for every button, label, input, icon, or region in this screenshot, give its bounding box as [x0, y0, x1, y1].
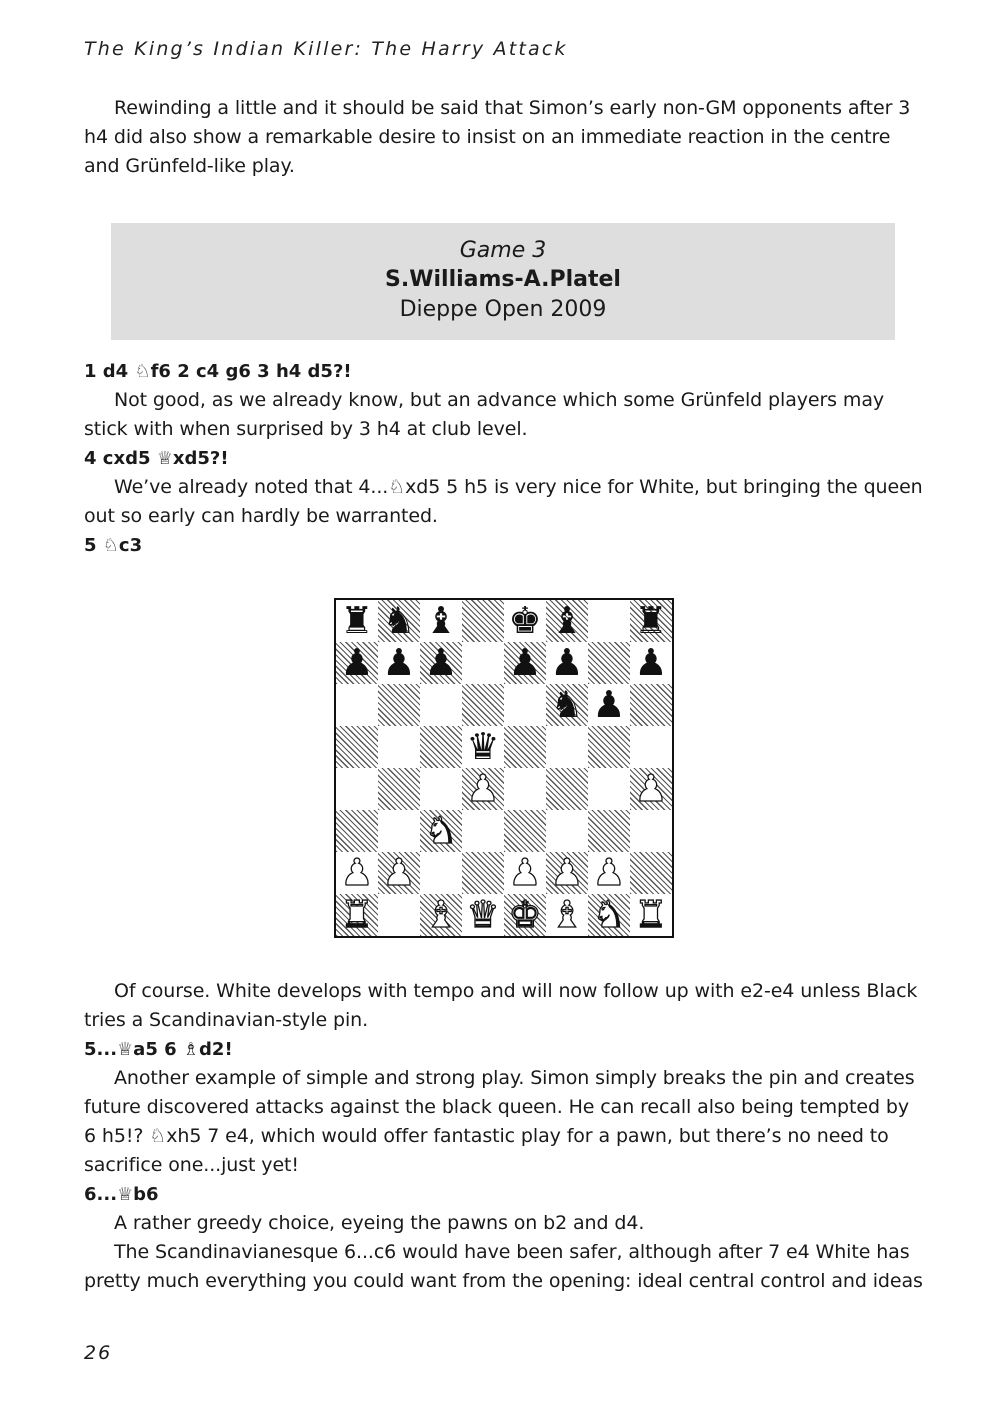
white-pawn-icon: ♟ [466, 767, 500, 810]
white-rook-icon: ♜ [340, 893, 374, 936]
square-a6 [336, 684, 378, 726]
intro-paragraph: Rewinding a little and it should be said that Simon’s early non-GM opponents after 3 h4 did also show a remarkable desire to insist on an immediate reaction in the centre and Grünfeld-like play. [84, 97, 911, 177]
square-d5 [462, 726, 504, 768]
square-g6 [588, 684, 630, 726]
square-c3 [420, 810, 462, 852]
game-header-box [111, 223, 895, 340]
square-f1 [546, 894, 588, 936]
square-f8 [546, 600, 588, 642]
annotation-block-2 [84, 977, 924, 1296]
square-b3 [378, 810, 420, 852]
square-d1 [462, 894, 504, 936]
square-b2 [378, 852, 420, 894]
black-rook-icon: ♜ [634, 599, 668, 642]
square-f6 [546, 684, 588, 726]
square-f5 [546, 726, 588, 768]
black-pawn-icon: ♟ [634, 641, 668, 684]
black-bishop-icon: ♝ [550, 599, 584, 642]
square-f4 [546, 768, 588, 810]
square-h5 [630, 726, 672, 768]
intro-block [84, 94, 924, 181]
square-a1 [336, 894, 378, 936]
square-a5 [336, 726, 378, 768]
white-queen-icon: ♛ [466, 893, 500, 936]
square-g4 [588, 768, 630, 810]
square-g1 [588, 894, 630, 936]
square-c1 [420, 894, 462, 936]
white-pawn-icon: ♟ [382, 851, 416, 894]
white-knight-icon: ♞ [592, 893, 626, 936]
move-line: 5 ♘c3 [84, 535, 143, 556]
black-queen-icon: ♛ [466, 725, 500, 768]
black-knight-icon: ♞ [550, 683, 584, 726]
square-g3 [588, 810, 630, 852]
square-e5 [504, 726, 546, 768]
white-king-icon: ♚ [508, 893, 542, 936]
annotation-paragraph: Not good, as we already know, but an advance which some Grünfeld players may stick with when surprised by 3 h4 at club level. [84, 389, 885, 440]
square-e1 [504, 894, 546, 936]
square-g2 [588, 852, 630, 894]
square-h4 [630, 768, 672, 810]
black-bishop-icon: ♝ [424, 599, 458, 642]
square-e6 [504, 684, 546, 726]
square-a8 [336, 600, 378, 642]
annotation-paragraph: A rather greedy choice, eyeing the pawns on b2 and d4. [114, 1212, 645, 1234]
square-g8 [588, 600, 630, 642]
square-e4 [504, 768, 546, 810]
white-pawn-icon: ♟ [340, 851, 374, 894]
square-f3 [546, 810, 588, 852]
square-c2 [420, 852, 462, 894]
square-a7 [336, 642, 378, 684]
annotation-block-1 [84, 357, 924, 560]
black-pawn-icon: ♟ [592, 683, 626, 726]
annotation-paragraph: The Scandinavianesque 6...c6 would have been safer, although after 7 e4 White has pretty much everything you could want from the opening: ideal central control and ideas [84, 1241, 923, 1292]
square-d3 [462, 810, 504, 852]
black-king-icon: ♚ [508, 599, 542, 642]
square-b8 [378, 600, 420, 642]
square-d2 [462, 852, 504, 894]
black-rook-icon: ♜ [340, 599, 374, 642]
white-knight-icon: ♞ [424, 809, 458, 852]
white-pawn-icon: ♟ [592, 851, 626, 894]
square-a3 [336, 810, 378, 852]
square-b1 [378, 894, 420, 936]
chess-diagram [334, 598, 674, 938]
white-rook-icon: ♜ [634, 893, 668, 936]
move-line: 6...♕b6 [84, 1184, 159, 1205]
square-c5 [420, 726, 462, 768]
square-f7 [546, 642, 588, 684]
square-h2 [630, 852, 672, 894]
square-d4 [462, 768, 504, 810]
square-g5 [588, 726, 630, 768]
black-pawn-icon: ♟ [340, 641, 374, 684]
square-c6 [420, 684, 462, 726]
square-d6 [462, 684, 504, 726]
move-line: 4 cxd5 ♕xd5?! [84, 448, 229, 469]
square-b4 [378, 768, 420, 810]
square-d7 [462, 642, 504, 684]
square-g7 [588, 642, 630, 684]
square-e7 [504, 642, 546, 684]
square-a2 [336, 852, 378, 894]
square-h6 [630, 684, 672, 726]
square-d8 [462, 600, 504, 642]
square-b7 [378, 642, 420, 684]
game-event: Dieppe Open 2009 [399, 297, 607, 322]
square-h7 [630, 642, 672, 684]
square-e8 [504, 600, 546, 642]
move-line: 1 d4 ♘f6 2 c4 g6 3 h4 d5?! [84, 361, 352, 382]
square-a4 [336, 768, 378, 810]
annotation-paragraph: Of course. White develops with tempo and will now follow up with e2-e4 unless Black tries a Scandinavian-style pin. [84, 980, 918, 1031]
square-c7 [420, 642, 462, 684]
game-number: Game 3 [459, 238, 547, 263]
white-pawn-icon: ♟ [550, 851, 584, 894]
square-e2 [504, 852, 546, 894]
black-pawn-icon: ♟ [550, 641, 584, 684]
white-pawn-icon: ♟ [634, 767, 668, 810]
square-c4 [420, 768, 462, 810]
annotation-paragraph: We’ve already noted that 4...♘xd5 5 h5 is very nice for White, but bringing the queen out so early can hardly be warranted. [84, 476, 923, 527]
white-pawn-icon: ♟ [508, 851, 542, 894]
move-line: 5...♕a5 6 ♗d2! [84, 1039, 233, 1060]
square-b5 [378, 726, 420, 768]
black-pawn-icon: ♟ [382, 641, 416, 684]
black-pawn-icon: ♟ [508, 641, 542, 684]
square-h1 [630, 894, 672, 936]
black-pawn-icon: ♟ [424, 641, 458, 684]
game-players: S.Williams-A.Platel [385, 267, 621, 292]
annotation-paragraph: Another example of simple and strong play. Simon simply breaks the pin and creates future discovered attacks against the black queen. He can recall also being tempted by 6 h5!? ♘xh5 7 e4, which would offer fantastic play for a pawn, but there’s no need to sacrifice one...just yet! [84, 1067, 915, 1176]
running-title: The King’s Indian Killer: The Harry Attack [84, 38, 568, 60]
square-e3 [504, 810, 546, 852]
black-knight-icon: ♞ [382, 599, 416, 642]
square-h3 [630, 810, 672, 852]
white-bishop-icon: ♝ [424, 893, 458, 936]
white-bishop-icon: ♝ [550, 893, 584, 936]
square-h8 [630, 600, 672, 642]
square-c8 [420, 600, 462, 642]
square-f2 [546, 852, 588, 894]
page-number: 26 [84, 1342, 113, 1364]
square-b6 [378, 684, 420, 726]
